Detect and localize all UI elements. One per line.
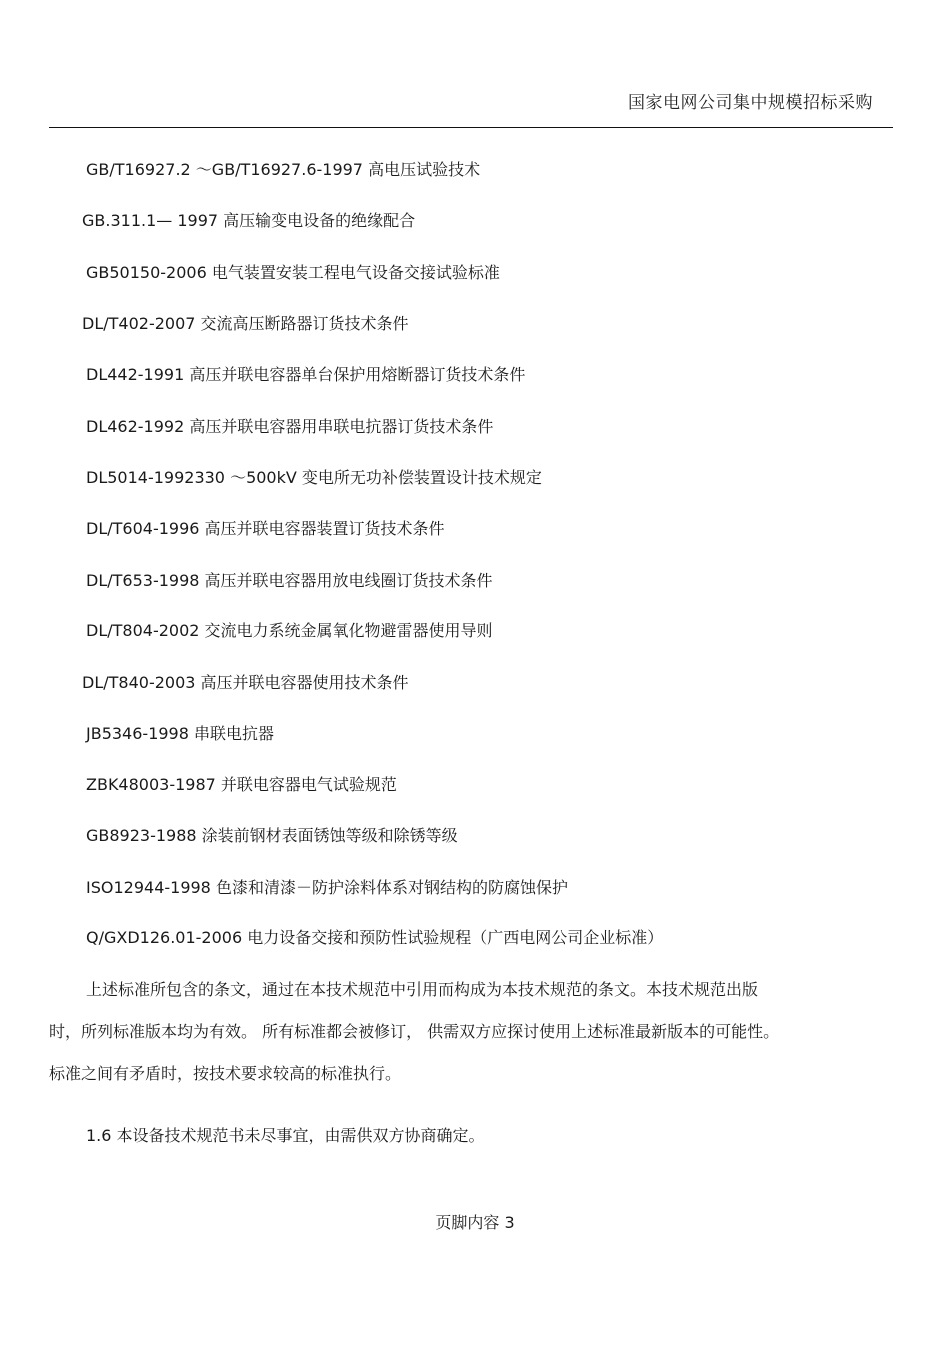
standard-item: DL/T653-1998 高压并联电容器用放电线圈订货技术条件 <box>86 571 493 590</box>
standard-item: DL/T804-2002 交流电力系统金属氧化物避雷器使用导则 <box>86 621 493 640</box>
standard-item: ISO12944-1998 色漆和清漆－防护涂料体系对钢结构的防腐蚀保护 <box>86 878 568 897</box>
header-divider <box>49 127 893 128</box>
page-footer: 页脚内容 3 <box>435 1213 515 1232</box>
standard-item: DL/T840-2003 高压并联电容器使用技术条件 <box>82 673 409 692</box>
standard-item: GB8923-1988 涂装前钢材表面锈蚀等级和除锈等级 <box>86 826 458 845</box>
standard-item: DL462-1992 高压并联电容器用串联电抗器订货技术条件 <box>86 417 494 436</box>
paragraph-line: 标准之间有矛盾时，按技术要求较高的标准执行。 <box>49 1064 402 1083</box>
standard-item: Q/GXD126.01-2006 电力设备交接和预防性试验规程（广西电网公司企业标准） <box>86 928 664 947</box>
paragraph-line: 时，所列标准版本均为有效。 所有标准都会被修订， 供需双方应探讨使用上述标准最新版本的可能性。 <box>49 1022 780 1041</box>
standard-item: GB50150-2006 电气装置安装工程电气设备交接试验标准 <box>86 263 500 282</box>
standard-item: DL/T402-2007 交流高压断路器订货技术条件 <box>82 314 409 333</box>
standard-item: JB5346-1998 串联电抗器 <box>86 724 274 743</box>
standard-item: ZBK48003-1987 并联电容器电气试验规范 <box>86 775 397 794</box>
page-header-title: 国家电网公司集中规模招标采购 <box>628 93 873 113</box>
paragraph-line: 上述标准所包含的条文，通过在本技术规范中引用而构成为本技术规范的条文。本技术规范出版 <box>86 980 759 999</box>
standard-item: DL5014-1992330 ～500kV 变电所无功补偿装置设计技术规定 <box>86 468 542 487</box>
standard-item: GB/T16927.2 ～GB/T16927.6-1997 高电压试验技术 <box>86 160 481 179</box>
standard-item: DL442-1991 高压并联电容器单台保护用熔断器订货技术条件 <box>86 365 526 384</box>
standard-item: GB.311.1— 1997 高压输变电设备的绝缘配合 <box>82 211 416 230</box>
clause-1-6: 1.6 本设备技术规范书未尽事宜，由需供双方协商确定。 <box>86 1126 485 1145</box>
standard-item: DL/T604-1996 高压并联电容器装置订货技术条件 <box>86 519 445 538</box>
